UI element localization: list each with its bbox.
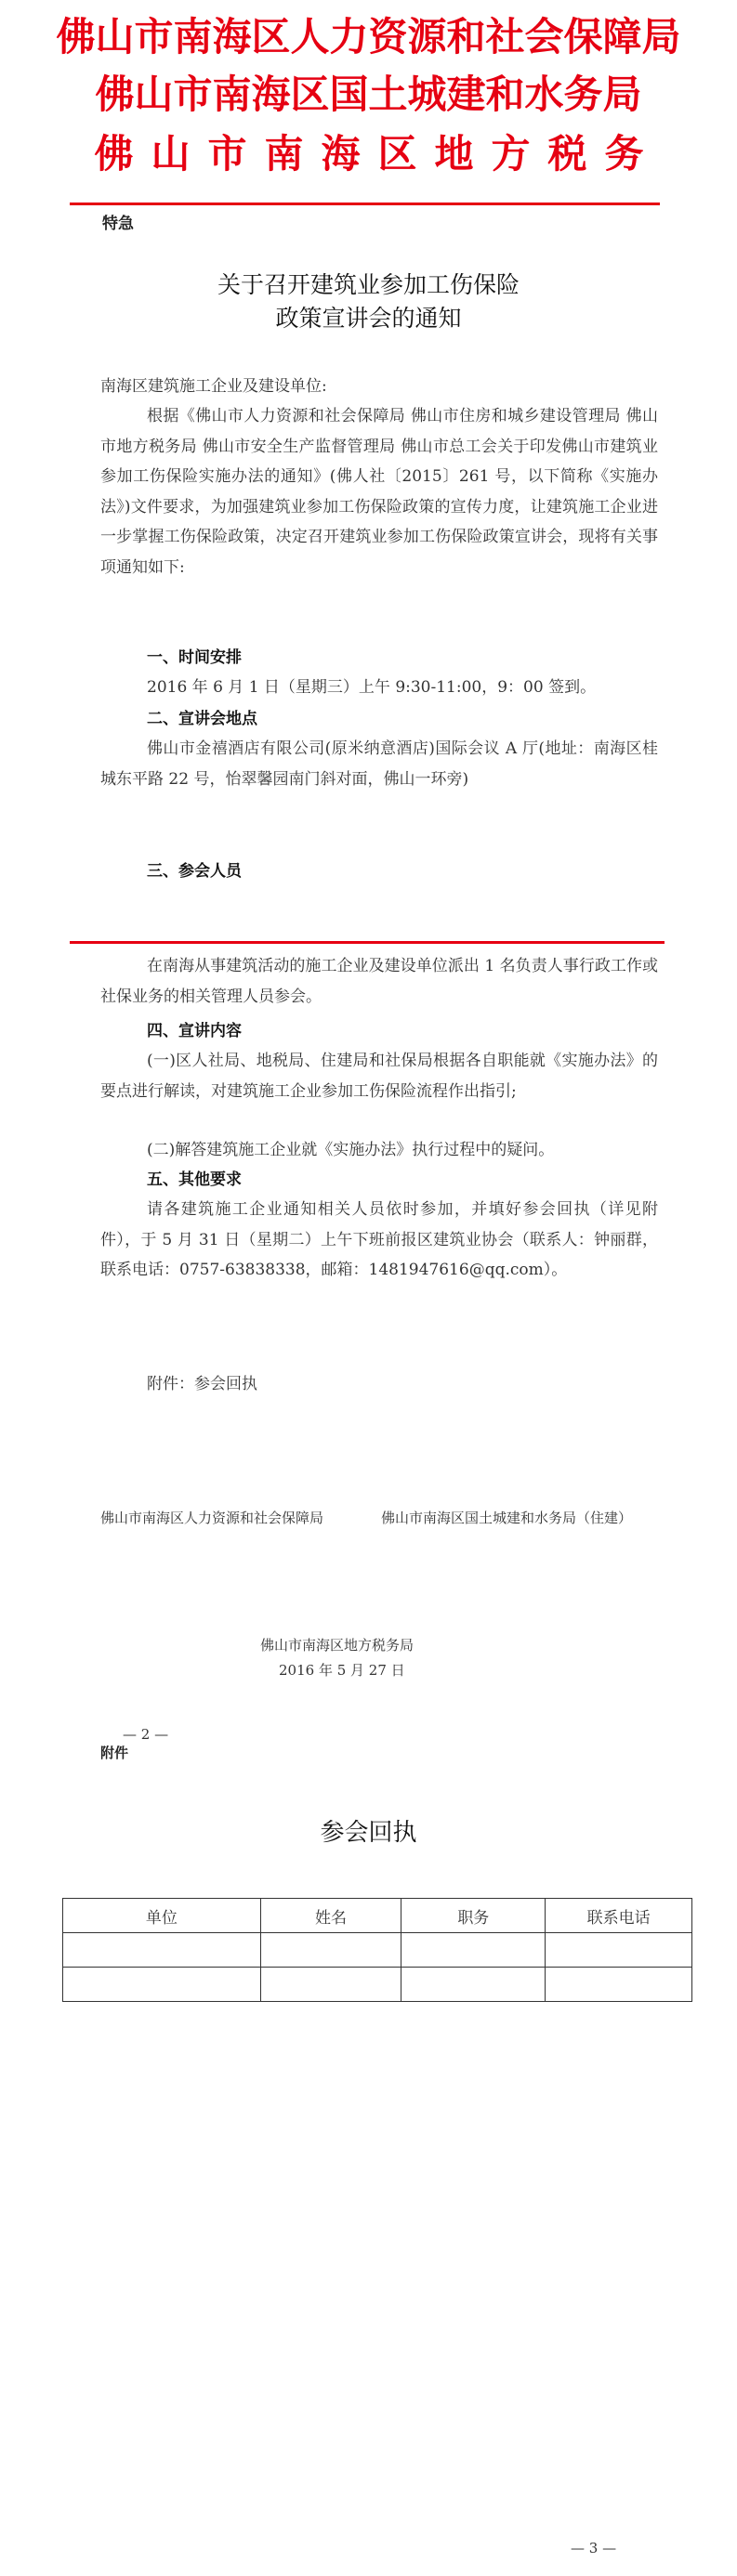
table-cell[interactable]	[546, 1968, 692, 2002]
table-cell[interactable]	[63, 1968, 261, 2002]
section-body-time: 2016 年 6 月 1 日（星期三）上午 9:30-11:00，9：00 签到。	[147, 678, 597, 697]
section-body-attendees: 在南海从事建筑活动的施工企业及建设单位派出 1 名负责人事行政工作或社保业务的相关管理人员参会。	[100, 957, 658, 1006]
attachment-label: 附件	[100, 1745, 129, 1761]
section-heading-venue: 二、宣讲会地点	[147, 710, 257, 728]
table-cell[interactable]	[401, 1933, 546, 1968]
receipt-table	[62, 1898, 692, 2002]
notice-title-line-1: 关于召开建筑业参加工伤保险	[217, 271, 520, 298]
page-number-3: — 3 —	[571, 2540, 617, 2556]
attachment-note: 附件：参会回执	[147, 1375, 257, 1393]
signature-org-1: 佛山市南海区人力资源和社会保障局	[100, 1510, 324, 1526]
receipt-title: 参会回执	[320, 1819, 417, 1847]
content-item-2: (二)解答建筑施工企业就《实施办法》执行过程中的疑问。	[147, 1141, 555, 1159]
content-item-1: (一)区人社局、地税局、住建局和社保局根据各自职能就《实施办法》的要点进行解读，对建筑施工企业参加工伤保险流程作出指引;	[100, 1052, 658, 1101]
section-heading-content: 四、宣讲内容	[147, 1022, 242, 1040]
issuer-heading-2: 佛山市南海区国土城建和水务局	[95, 72, 642, 117]
table-cell[interactable]	[260, 1933, 401, 1968]
table-header-row	[63, 1899, 692, 1933]
column-header-position: 职务	[401, 1899, 546, 1933]
column-header-name: 姓名	[260, 1899, 401, 1933]
urgency-label: 特急	[102, 215, 134, 233]
header-divider	[70, 203, 660, 205]
signature-org-2: 佛山市南海区国土城建和水务局（住建）	[381, 1510, 633, 1526]
page-number-2: — 2 —	[123, 1726, 169, 1743]
issuer-heading-3: 佛山市南海区地方税务	[94, 131, 662, 177]
table-cell[interactable]	[546, 1933, 692, 1968]
signature-date: 2016 年 5 月 27 日	[279, 1662, 405, 1679]
section-heading-attendees: 三、参会人员	[147, 862, 242, 881]
section-heading-other: 五、其他要求	[147, 1170, 242, 1189]
addressee: 南海区建筑施工企业及建设单位:	[100, 377, 327, 396]
section-body-venue: 佛山市金禧酒店有限公司(原米纳意酒店)国际会议 A 厅(地址：南海区桂城东平路 22 号，怡翠馨园南门斜对面，佛山一环旁)	[100, 739, 658, 789]
table-row	[63, 1968, 692, 2002]
column-header-phone: 联系电话	[546, 1899, 692, 1933]
section-body-other: 请各建筑施工企业通知相关人员依时参加，并填好参会回执（详见附件），于 5 月 31 日（星期二）上午下班前报区建筑业协会（联系人：钟丽群，联系电话：0757-63838338，邮箱：1481947616@qq.com）。	[100, 1200, 658, 1279]
section-heading-time: 一、时间安排	[147, 648, 242, 667]
column-header-unit: 单位	[63, 1899, 261, 1933]
intro-paragraph: 根据《佛山市人力资源和社会保障局 佛山市住房和城乡建设管理局 佛山市地方税务局 佛山市安全生产监督管理局 佛山市总工会关于印发佛山市建筑业参加工伤保险实施办法的通知》(佛人社〔2015〕261 号，以下简称《实施办法》)文件要求，为加强建筑业参加工伤保险政策的宣传力度，让建筑施工企业进一步掌握工伤保险政策，决定召开建筑业参加工伤保险政策宣讲会，现将有关事项通知如下:	[100, 407, 658, 577]
table-cell[interactable]	[401, 1968, 546, 2002]
signature-org-3: 佛山市南海区地方税务局	[260, 1637, 415, 1654]
notice-title-line-2: 政策宣讲会的通知	[275, 305, 462, 332]
table-cell[interactable]	[260, 1968, 401, 2002]
table-row	[63, 1933, 692, 1968]
table-cell[interactable]	[63, 1933, 261, 1968]
page-break-rule	[70, 941, 665, 944]
issuer-heading-1: 佛山市南海区人力资源和社会保障局	[56, 14, 681, 59]
